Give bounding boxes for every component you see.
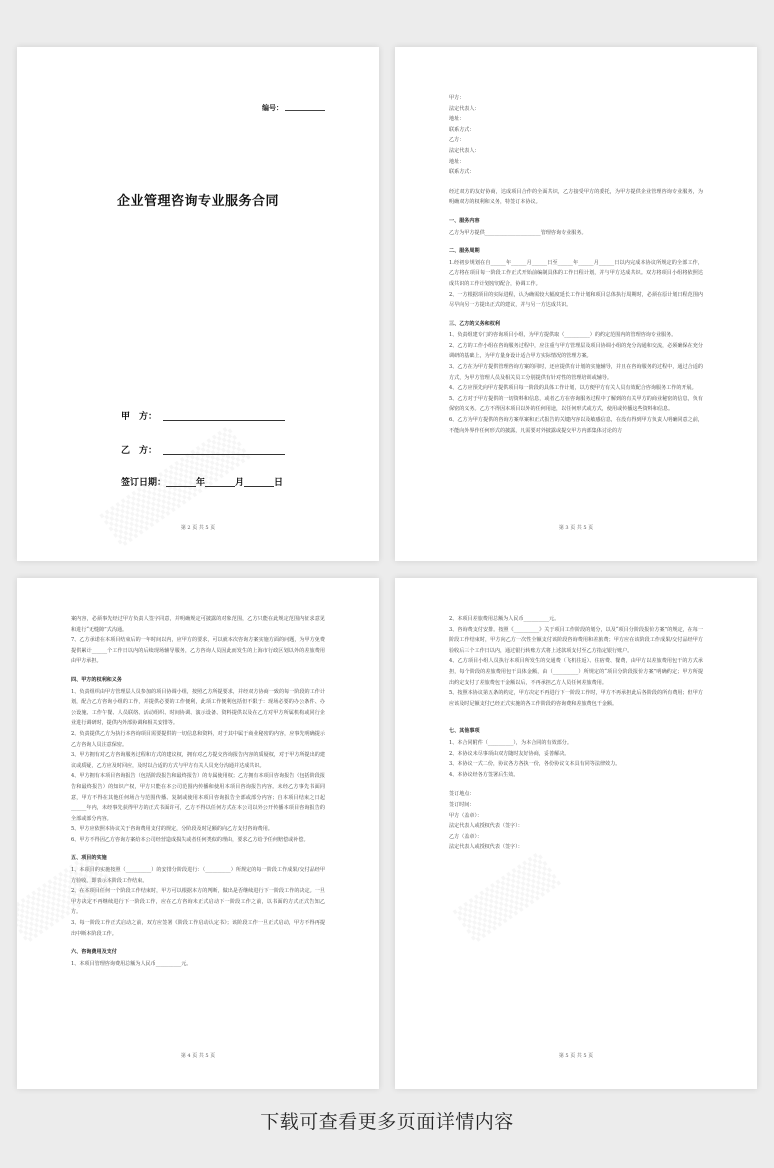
page-3 — [17, 578, 379, 1089]
clause: 3、咨询费支付安排。按照《__________》关于项目工作阶段的划分，以及“项目分阶段报价方案”的规定，在每一阶段工作结束时，甲方向乙方一次性全额支付该阶段咨询费用和差旅费；甲方应在该阶段工作成果/交付品经甲方验收后三个工作日以内，通过银行转账方式将上述款项支付至乙方指定银行账户。 — [449, 626, 703, 654]
section-heading: 五、项目的实施 — [71, 855, 107, 862]
page-body — [449, 93, 703, 436]
clause: 1、负责组织由甲方管理层人员参加的项目协调小组，按照乙方所提要求，并经双方协商一致的每一阶段的工作计划，配合乙方咨询小组的工作，并提供必要的工作便利，此项工作便利包括但不限于：现场必要的办公条件、办公设施、工作午餐、人员联络、活动组织、时间协调、演示设备、资料提供以及在乙方对甲方所属机构或同行企业进行调研时，提供内外部协调和相关安排等。 — [71, 688, 325, 727]
clause: 1、本项目管理咨询费用总额为人民币__________元。 — [71, 960, 192, 967]
clause: 4、甲方拥有本项目咨询报告（包括阶段报告和最终报告）的专属使用权；乙方拥有本项目咨询报告（包括阶段报告和最终报告）的知识产权，甲方只能在本公司范围内传播和使用本项目咨询报告内容。未经乙方事先书面同意，甲方不得在其他任何场合与范围传播、复制或使用本项目咨询报告全部或部分内容；自本项目结束之日起______年内，未经事先获得甲方的正式书面许可，乙方不得以任何方式在本公司以外公开传播本项目咨询报告的全部或部分内容。 — [71, 773, 325, 822]
signing-line: 甲方（盖章）： — [449, 812, 483, 819]
signing-line: 法定代表人或授权代表（签字）： — [449, 844, 523, 851]
party-line: 乙方： — [449, 137, 465, 144]
section-heading: 四、甲方的权利和义务 — [71, 676, 122, 683]
clause: 2、负责提供乙方为执行本咨询项目需要提供的一切信息和资料，对于其中属于商业秘密的内容，应事先明确提示乙方咨询人员注意保密。 — [71, 730, 325, 748]
clause: 1、负责组建专门的咨询项目小组，为甲方提供取（__________）的约定范围内的管理咨询专业服务。 — [449, 332, 677, 339]
clause: 1、本合同附件（__________），为本合同的有效部分。 — [449, 739, 572, 746]
page-body — [71, 614, 325, 969]
clause: 2、在本项目任何一个阶段工作结束时，甲方可以根据本方的判断，做出是否继续进行下一阶段工作的决定。一旦甲方决定不再继续进行下一阶段工作，应在乙方咨询未正式启动下一阶段工作之前，以书面的方式正式告知乙方。 — [71, 888, 325, 916]
page-footer: 第 5 页 共 5 页 — [558, 1053, 594, 1059]
party-line: 法定代表人： — [449, 105, 480, 112]
clause: 4、本协议经各方签署后生效。 — [449, 771, 519, 778]
section-heading: 六、咨询费用及支付 — [71, 949, 117, 956]
page-cover — [17, 47, 379, 561]
party-a-field: 甲 方： — [121, 409, 285, 422]
section-heading: 二、服务周期 — [449, 248, 480, 255]
signing-line: 签订地点： — [449, 791, 475, 798]
party-line: 联系方式： — [449, 169, 475, 176]
clause: 3、甲方拥有对乙方咨询服务过程和方式的建议权，拥有对乙方提交咨询报告内容的质疑权，对于甲方所提出的建议或质疑，乙方应及时回应，及时以合适的方式与甲方有关人员充分沟通并达成共识。 — [71, 752, 325, 769]
intro-paragraph: 经过双方的友好协商，达成项目合作的全面共识，乙方接受甲方的委托，为甲方提供企业管理咨询专业服务，为明确双方的权利和义务，特签订本协议。 — [449, 188, 703, 206]
page-footer: 第 4 页 共 5 页 — [180, 1053, 216, 1059]
signing-line: 乙方（盖章）： — [449, 833, 483, 840]
page-footer: 第 3 页 共 5 页 — [558, 525, 594, 531]
watermark — [453, 852, 562, 945]
clause: 2、本项目差旅费用总额为人民币__________元。 — [449, 616, 560, 622]
clause: 1.经初步规划在自______年______月______日至______年______月______日以内完成本协议所规定的全部工作，乙方将在项目每一阶段工作正式开始前编制具体的工作日程计划，并与甲方达成共识。双方将项目小组将依照达成共识的工作计划密切配合，协调工作。 — [449, 259, 703, 287]
clause: 7、乙方承诺在本项目结束后的一年时间以内，应甲方的要求，可以就本次咨询方案实施方面的问题，为甲方免费提供累计______个工作日以内的后续现场辅导服务，乙方咨询人员因此而发生的上海市行政区划以外的差旅费用由甲方承担。 — [71, 637, 325, 665]
clause: 5、乙方对于甲方提供的一切资料和信息，或者乙方在咨询服务过程中了解到的有关甲方的商业秘密的信息，负有保密的义务。乙方不得因本项目以外的任何用途，以任何形式或方式，使用或传播这些资料和信息。 — [449, 395, 703, 413]
contract-number: 编号： — [262, 103, 325, 113]
clause: 6、乙方为甲方提供的咨询方案草案和正式报告的关键内容以及敏感信息，在没有得到甲方负责人明确同意之前，不能向外界作任何形式的披露，凡需要对外披露或提交甲方内部集体讨论的方 — [449, 417, 703, 434]
clause: 3、乙方在为甲方提供管理咨询方案的同时，还应提供有计划的实施辅导，并且在咨询服务的过程中，通过合适的方式，为甲方管理人员及相关员工分别提供有针对性的管理培训或辅导。 — [449, 364, 703, 381]
signing-line: 签订时间： — [449, 801, 475, 808]
clause: 4、乙方项目小组人员执行本项目所发生的交通费（飞机往返）、住宿费、餐费，由甲方以差旅费用包干的方式承担，每个阶段的差旅费用包干具体金额，由（__________）所规定的“项目分阶段报价方案”明确约定；甲方所提出约定支付了差旅费包干金额以后，不再承担乙方人员任何差旅费用。 — [449, 658, 703, 686]
section-heading: 三、乙方的义务和权利 — [449, 320, 500, 327]
section-heading: 七、其他事项 — [449, 728, 480, 735]
clause: 5、甲方应依照本协议关于咨询费用支付的规定，分阶段及时足额的向乙方支付咨询费用。 — [71, 826, 273, 833]
clause: 乙方为甲方提供______________________管理咨询专业服务。 — [449, 229, 587, 236]
clause: 4、乙方应预先向甲方提供项目每一阶段的具体工作计划，以方便甲方有关人员有效配合咨询服务工作的开展。 — [449, 385, 697, 392]
clause: 案内容，必须事先经过甲方负责人签字同意，并明确规定可披露的对象范围，乙方只能在此规定范围内征求意见和进行“无缝隙”式沟通。 — [71, 616, 325, 633]
party-line: 联系方式： — [449, 126, 475, 133]
page-2 — [395, 47, 757, 561]
party-line: 地址： — [449, 158, 465, 165]
party-line: 法定代表人： — [449, 147, 480, 154]
clause: 5、按照本协议第五条的约定，甲方决定不再进行下一阶段工作时，甲方不再承担此后各阶段的所有费用；但甲方应该及时足额支付已经正式实施的各工作阶段的咨询费和差旅费包干金额。 — [449, 690, 703, 707]
signing-line: 法定代表人或授权代表（签字）： — [449, 823, 523, 830]
clause: 2、本协议未尽事项由双方随时友好协商，妥善解决。 — [449, 750, 570, 757]
contract-title: 企业管理咨询专业服务合同 — [116, 194, 279, 209]
page-4 — [395, 578, 757, 1089]
clause: 6、甲方不得因乙方咨询方案给本公司经营造成损失或者任何类似的理由，要求乙方给予任何赔偿或补偿。 — [71, 836, 309, 843]
clause: 2、乙方的工作小组在咨询服务过程中，应注重与甲方管理层及项目协调小组的充分沟通和交流，必须确保在充分调研的基础上，为甲方量身设计适合甲方实际情况的管理方案。 — [449, 342, 703, 360]
clause: 3、本协议一式二份，协议各方各执一份，各份协议文本具有同等法律效力。 — [449, 761, 621, 768]
clause: 3、每一阶段工作正式启动之前，双方应签署《阶段工作启动认定书》；该阶段工作一旦正式启动，甲方不得再提出中断本阶段工作。 — [71, 920, 325, 937]
party-line: 甲方： — [449, 95, 465, 101]
page-body — [449, 614, 703, 853]
page-footer: 第 2 页 共 5 页 — [180, 525, 216, 531]
sign-date-field: 签订日期： 年 月 日 — [121, 478, 284, 488]
party-line: 地址： — [449, 116, 465, 123]
download-caption: 下载可查看更多页面详情内容 — [260, 1111, 514, 1133]
clause: 1、本项目的实施按照（__________）的安排分阶段进行：（__________）所规定的每一阶段工作成果/交付品经甲方验收，即表示本阶段工作结束。 — [71, 867, 325, 884]
clause: 2、一方根据项目的实际进程，认为确需较大幅度延长工作计划和项目总体执行周期时，必须在原计划日程范围内尽早向另一方提出正式的建议，并与另一方达成共识。 — [449, 291, 703, 309]
party-b-field: 乙 方： — [121, 443, 285, 456]
section-heading: 一、服务内容 — [449, 217, 480, 224]
